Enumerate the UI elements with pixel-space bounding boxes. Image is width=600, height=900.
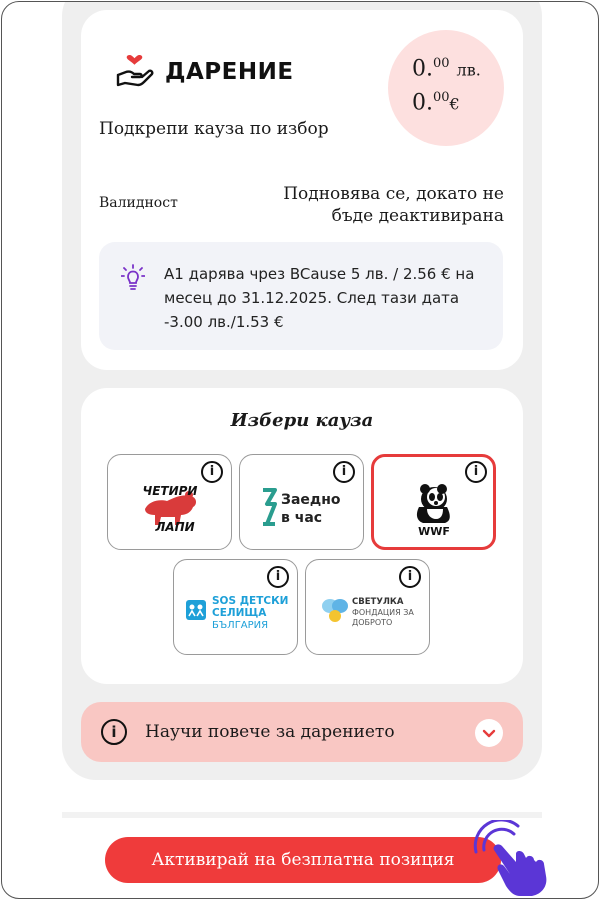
info-icon[interactable]: i	[465, 461, 487, 483]
svg-text:SOS ДЕТСКИ: SOS ДЕТСКИ	[211, 595, 288, 607]
cause-tile-chetiri-lapi[interactable]	[107, 454, 232, 550]
card-subtitle: Подкрепи кауза по избор	[99, 119, 329, 139]
screen-frame	[1, 1, 599, 899]
svg-text:БЪЛГАРИЯ: БЪЛГАРИЯ	[211, 620, 268, 631]
divider	[62, 812, 542, 818]
info-circle-icon: i	[101, 719, 127, 745]
svg-text:СЕЛИЩА: СЕЛИЩА	[211, 607, 266, 619]
cause-tile-sos[interactable]	[173, 559, 298, 655]
price-eur: 0.00€	[412, 90, 460, 116]
zaedno-v-chas-logo	[240, 475, 363, 539]
donation-logo	[115, 55, 294, 89]
four-paws-logo	[108, 475, 231, 539]
heart-hand-icon	[115, 55, 155, 89]
info-icon[interactable]: i	[267, 566, 289, 588]
learn-more-label: Научи повече за дарението	[145, 722, 395, 742]
info-icon[interactable]: i	[399, 566, 421, 588]
svg-text:ДОБРОТО: ДОБРОТО	[351, 618, 392, 627]
wwf-logo	[374, 475, 493, 539]
info-text: А1 дарява чрез BCause 5 лв. / 2.56 € на месец до 31.12.2025. След тази дата -3.00 лв./1.53 €	[164, 265, 475, 331]
lightbulb-icon	[121, 264, 145, 294]
cause-tile-zaedno-v-chas[interactable]	[239, 454, 364, 550]
cause-tile-svetulka[interactable]	[305, 559, 430, 655]
svg-text:ЛАПИ: ЛАПИ	[154, 520, 195, 534]
learn-more-accordion[interactable]	[81, 702, 523, 762]
chevron-down-icon[interactable]	[475, 719, 503, 747]
cause-title: Избери кауза	[230, 410, 374, 431]
info-box	[99, 242, 503, 350]
svg-text:в час: в час	[280, 510, 322, 526]
sos-logo	[174, 580, 297, 644]
svg-text:WWF: WWF	[417, 525, 450, 537]
activate-button[interactable]: Активирай на безплатна позиция	[105, 837, 501, 883]
validity-value: Подновява се, докато не бъде деактивирана	[283, 184, 504, 226]
svg-text:ФОНДАЦИЯ ЗА: ФОНДАЦИЯ ЗА	[351, 608, 414, 617]
info-icon[interactable]: i	[201, 461, 223, 483]
info-icon[interactable]: i	[333, 461, 355, 483]
svg-text:ЧЕТИРИ: ЧЕТИРИ	[142, 484, 197, 498]
svetulka-logo	[306, 580, 429, 644]
price-bgn: 0.00 лв.	[412, 56, 481, 82]
cause-tile-wwf[interactable]	[371, 454, 496, 550]
price-badge	[388, 30, 504, 146]
svg-text:Заедно: Заедно	[280, 492, 340, 508]
tap-hand-icon	[472, 820, 562, 899]
validity-label: Валидност	[99, 195, 178, 211]
svg-text:СВЕТУЛКА: СВЕТУЛКА	[351, 597, 403, 607]
logo-text: ДАРЕНИЕ	[165, 59, 294, 85]
